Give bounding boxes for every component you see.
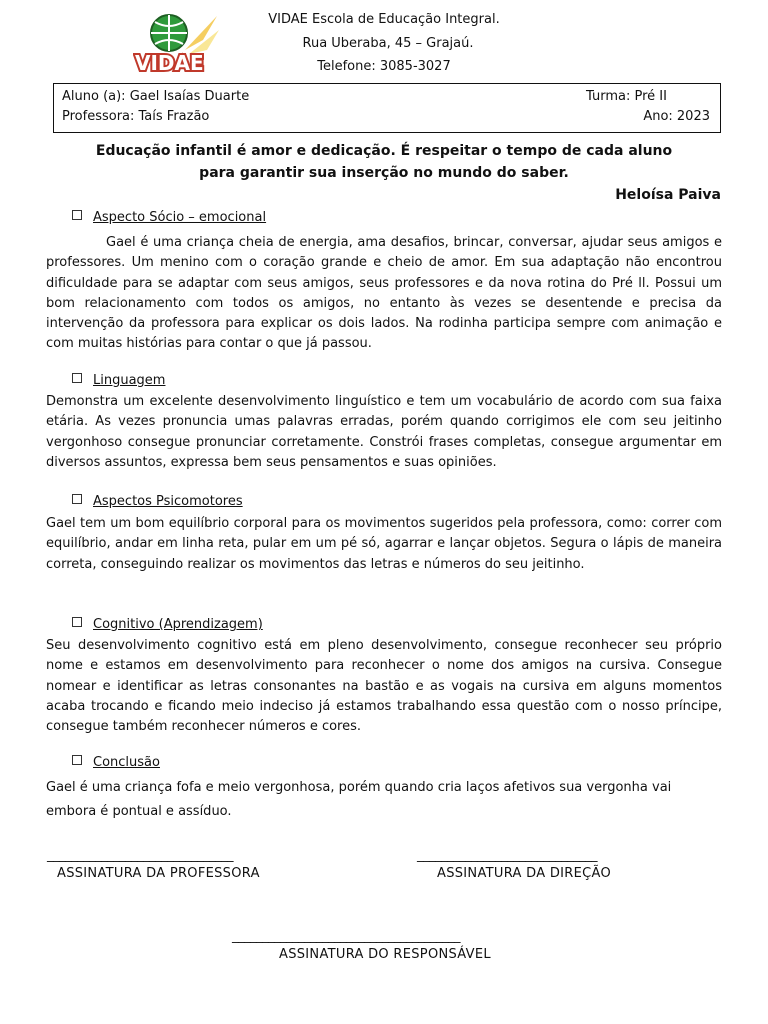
teacher-name: Professora: Taís Frazão: [62, 109, 210, 124]
checkbox-icon: [72, 494, 82, 504]
section-text: Gael tem um bom equilíbrio corporal para os movimentos sugeridos pela professora, como: correr com equilíbrio, andar em linha reta, pular em um pé só, agarrar e lançar objetos. Segura o lápis de maneira correta, conseguindo realizar os movimentos das letras e números do seu jeitinho.: [46, 516, 722, 572]
checkbox-icon: [72, 373, 82, 383]
checkbox-icon: [72, 210, 82, 220]
checkbox-icon: [72, 617, 82, 627]
section-text: Seu desenvolvimento cognitivo está em pleno desenvolvimento, consegue reconhecer seu próprio nome e estamos em desenvolvimento para reconhecer o nome dos amigos na cursiva. Consegue nomear e identificar as letras consonantes na bastão e as vogais na cursiva em alguns momentos acaba trocando e ficando meio indeciso já estamos trabalhando essa questão com o nosso príncipe, consegue também reconhecer números e cores.: [46, 638, 722, 735]
section-heading: Conclusão: [72, 755, 160, 770]
section-heading: Aspectos Psicomotores: [72, 494, 243, 509]
checkbox-icon: [72, 755, 82, 765]
quote-line-2: para garantir sua inserção no mundo do saber.: [199, 165, 569, 181]
direction-signature-label: ASSINATURA DA DIREÇÃO: [437, 866, 611, 881]
section-heading: Aspecto Sócio – emocional: [72, 210, 266, 225]
direction-signature-line: ______________________________: [417, 848, 597, 863]
quote-author: Heloísa Paiva: [615, 187, 721, 203]
section-text: Gael é uma criança fofa e meio vergonhosa, porém quando cria laços afetivos sua vergonha vai embora é pontual e assíduo.: [46, 780, 672, 819]
section-text: Demonstra um excelente desenvolvimento linguístico e tem um vocabulário de acordo com sua faixa etária. As vezes pronuncia umas palavras erradas, porém quando corrigimos ele com seu jeitinho vergonhoso consegue pronunciar corretamente. Constrói frases completas, consegue argumentar em diversos assuntos, expressa bem seus pensamentos e suas opiniões.: [46, 394, 722, 470]
school-year: Ano: 2023: [643, 109, 710, 124]
guardian-signature-line: ______________________________________: [232, 929, 460, 944]
logo-text: VIDAE: [135, 51, 204, 75]
school-name: VIDAE Escola de Educação Integral.: [268, 12, 500, 27]
school-phone: Telefone: 3085-3027: [317, 59, 451, 74]
student-name: Aluno (a): Gael Isaías Duarte: [62, 89, 250, 104]
class-name: Turma: Pré II: [586, 89, 667, 104]
section-heading: Cognitivo (Aprendizagem): [72, 617, 263, 632]
student-info-box: [53, 83, 721, 133]
school-address: Rua Uberaba, 45 – Grajaú.: [302, 36, 474, 51]
quote-line-1: Educação infantil é amor e dedicação. É respeitar o tempo de cada aluno: [95, 143, 673, 159]
teacher-signature-line: _______________________________: [47, 848, 233, 863]
section-text: Gael é uma criança cheia de energia, ama desafios, brincar, conversar, ajudar seus amigos e professores. Um menino com o coração grande e cheio de amor. Em sua adaptação não encontrou dificuldade para se adaptar com seus amigos, seus professores e da nova rotina do Pré ll. Possui um bom relacionamento com todos os amigos, no entanto às vezes se desentende e precisa da intervenção da professora para explicar os dois lados. Na rodinha participa sempre com animação e com muitas histórias para contar o que já passou.: [46, 235, 722, 352]
guardian-signature-label: ASSINATURA DO RESPONSÁVEL: [279, 947, 491, 962]
section-heading: Linguagem: [72, 373, 165, 388]
teacher-signature-label: ASSINATURA DA PROFESSORA: [57, 866, 260, 881]
